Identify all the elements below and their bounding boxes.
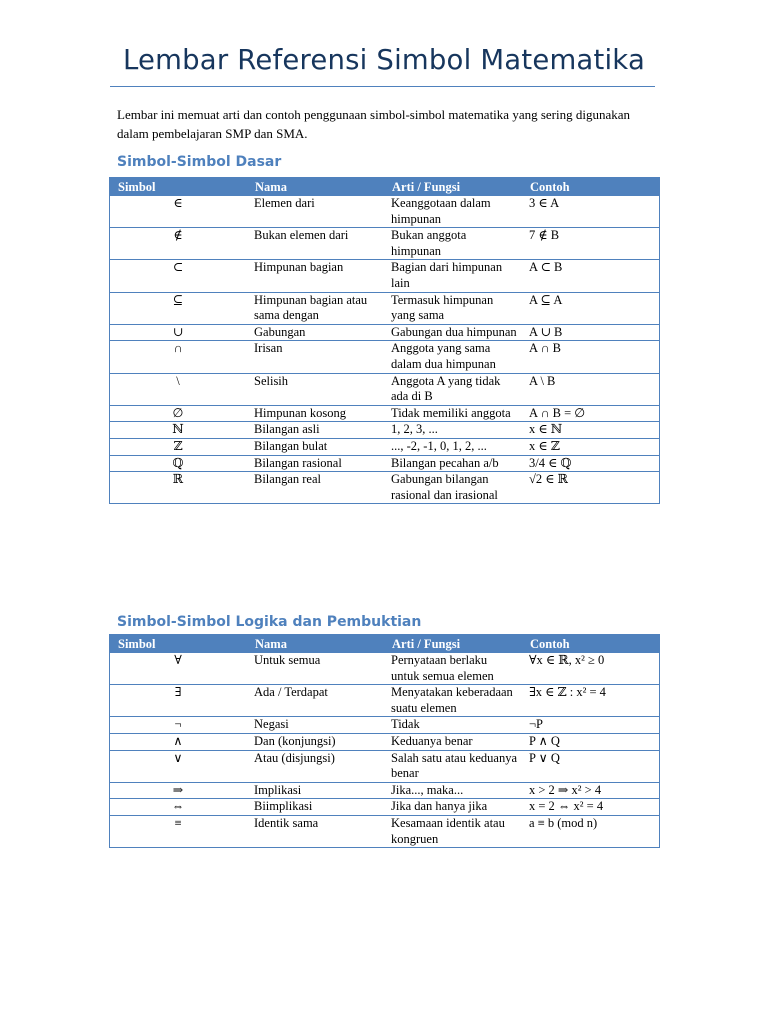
name-cell: Implikasi <box>247 782 384 799</box>
example-cell: A ∩ B = ∅ <box>522 405 660 422</box>
logic-symbols-body <box>110 653 660 848</box>
example-cell: A ∩ B <box>522 341 660 373</box>
example-cell: 3/4 ∈ ℚ <box>522 455 660 472</box>
symbol-cell: ∅ <box>110 405 247 422</box>
column-header-meaning: Arti / Fungsi <box>384 635 522 653</box>
symbol-cell: ≡ <box>110 815 247 847</box>
symbol-cell: ∩ <box>110 341 247 373</box>
example-cell: A ⊆ A <box>522 292 660 324</box>
meaning-cell: 1, 2, 3, ... <box>384 422 522 439</box>
table-row <box>110 685 660 717</box>
name-cell: Identik sama <box>247 815 384 847</box>
meaning-cell: Pernyataan berlaku untuk semua elemen <box>384 653 522 685</box>
name-cell: Negasi <box>247 717 384 734</box>
symbol-cell: ∉ <box>110 228 247 260</box>
column-header-symbol: Simbol <box>110 178 247 196</box>
table-row <box>110 341 660 373</box>
meaning-cell: Bilangan pecahan a/b <box>384 455 522 472</box>
table-row <box>110 228 660 260</box>
symbol-cell: ⇔ <box>110 799 247 816</box>
name-cell: Himpunan kosong <box>247 405 384 422</box>
meaning-cell: Jika..., maka... <box>384 782 522 799</box>
section-heading-basic: Simbol-Simbol Dasar <box>117 154 282 170</box>
meaning-cell: Menyatakan keberadaan suatu elemen <box>384 685 522 717</box>
table-row <box>110 750 660 782</box>
column-header-example: Contoh <box>522 635 660 653</box>
example-cell: 7 ∉ B <box>522 228 660 260</box>
page-title: Lembar Referensi Simbol Matematika <box>122 44 646 76</box>
logic-symbols-table <box>109 634 660 848</box>
table-row <box>110 472 660 504</box>
meaning-cell: Termasuk himpunan yang sama <box>384 292 522 324</box>
example-cell: A ∪ B <box>522 324 660 341</box>
example-cell: ¬P <box>522 717 660 734</box>
name-cell: Selisih <box>247 373 384 405</box>
symbol-cell: ∪ <box>110 324 247 341</box>
table-header-row <box>110 178 660 196</box>
table-header-row <box>110 635 660 653</box>
symbol-cell: ¬ <box>110 717 247 734</box>
example-cell: A ⊂ B <box>522 260 660 292</box>
symbol-cell: ⇒ <box>110 782 247 799</box>
column-header-symbol: Simbol <box>110 635 247 653</box>
column-header-name: Nama <box>247 178 384 196</box>
meaning-cell: Anggota A yang tidak ada di B <box>384 373 522 405</box>
example-cell: A \ B <box>522 373 660 405</box>
meaning-cell: Jika dan hanya jika <box>384 799 522 816</box>
basic-symbols-table <box>109 177 660 504</box>
table-row <box>110 653 660 685</box>
symbol-cell: ∃ <box>110 685 247 717</box>
meaning-cell: Tidak <box>384 717 522 734</box>
symbol-cell: ℚ <box>110 455 247 472</box>
table-row <box>110 799 660 816</box>
table-row <box>110 815 660 847</box>
symbol-cell: ∀ <box>110 653 247 685</box>
name-cell: Bilangan asli <box>247 422 384 439</box>
symbol-cell: ⊆ <box>110 292 247 324</box>
meaning-cell: Keduanya benar <box>384 733 522 750</box>
section-heading-logic: Simbol-Simbol Logika dan Pembuktian <box>117 614 422 630</box>
table-row <box>110 292 660 324</box>
column-header-name: Nama <box>247 635 384 653</box>
table-row <box>110 405 660 422</box>
table-row <box>110 438 660 455</box>
title-divider <box>110 86 655 87</box>
name-cell: Himpunan bagian <box>247 260 384 292</box>
name-cell: Untuk semua <box>247 653 384 685</box>
symbol-cell: ∈ <box>110 196 247 228</box>
meaning-cell: Tidak memiliki anggota <box>384 405 522 422</box>
meaning-cell: Anggota yang sama dalam dua himpunan <box>384 341 522 373</box>
symbol-cell: ∨ <box>110 750 247 782</box>
symbol-cell: \ <box>110 373 247 405</box>
table-row <box>110 733 660 750</box>
table-row <box>110 324 660 341</box>
symbol-cell: ∧ <box>110 733 247 750</box>
example-cell: P ∧ Q <box>522 733 660 750</box>
example-cell: x ∈ ℤ <box>522 438 660 455</box>
table-row <box>110 717 660 734</box>
meaning-cell: Bukan anggota himpunan <box>384 228 522 260</box>
example-cell: x = 2 ⇔ x² = 4 <box>522 799 660 816</box>
table-row <box>110 782 660 799</box>
symbol-cell: ℤ <box>110 438 247 455</box>
meaning-cell: Salah satu atau keduanya benar <box>384 750 522 782</box>
table-row <box>110 373 660 405</box>
example-cell: a ≡ b (mod n) <box>522 815 660 847</box>
name-cell: Irisan <box>247 341 384 373</box>
example-cell: x ∈ ℕ <box>522 422 660 439</box>
meaning-cell: ..., -2, -1, 0, 1, 2, ... <box>384 438 522 455</box>
example-cell: ∃x ∈ ℤ : x² = 4 <box>522 685 660 717</box>
meaning-cell: Kesamaan identik atau kongruen <box>384 815 522 847</box>
example-cell: P ∨ Q <box>522 750 660 782</box>
column-header-example: Contoh <box>522 178 660 196</box>
name-cell: Himpunan bagian atau sama dengan <box>247 292 384 324</box>
name-cell: Ada / Terdapat <box>247 685 384 717</box>
meaning-cell: Gabungan dua himpunan <box>384 324 522 341</box>
name-cell: Bilangan rasional <box>247 455 384 472</box>
symbol-cell: ℝ <box>110 472 247 504</box>
name-cell: Gabungan <box>247 324 384 341</box>
name-cell: Elemen dari <box>247 196 384 228</box>
example-cell: x > 2 ⇒ x² > 4 <box>522 782 660 799</box>
name-cell: Atau (disjungsi) <box>247 750 384 782</box>
intro-paragraph: Lembar ini memuat arti dan contoh penggunaan simbol-simbol matematika yang sering digunakan dalam pembelajaran SMP dan SMA. <box>117 107 631 141</box>
table-row <box>110 455 660 472</box>
table-row <box>110 422 660 439</box>
name-cell: Bukan elemen dari <box>247 228 384 260</box>
name-cell: Biimplikasi <box>247 799 384 816</box>
name-cell: Bilangan bulat <box>247 438 384 455</box>
example-cell: 3 ∈ A <box>522 196 660 228</box>
column-header-meaning: Arti / Fungsi <box>384 178 522 196</box>
basic-symbols-body <box>110 196 660 504</box>
symbol-cell: ⊂ <box>110 260 247 292</box>
name-cell: Bilangan real <box>247 472 384 504</box>
name-cell: Dan (konjungsi) <box>247 733 384 750</box>
meaning-cell: Gabungan bilangan rasional dan irasional <box>384 472 522 504</box>
example-cell: ∀x ∈ ℝ, x² ≥ 0 <box>522 653 660 685</box>
meaning-cell: Keanggotaan dalam himpunan <box>384 196 522 228</box>
symbol-cell: ℕ <box>110 422 247 439</box>
table-row <box>110 260 660 292</box>
example-cell: √2 ∈ ℝ <box>522 472 660 504</box>
table-row <box>110 196 660 228</box>
meaning-cell: Bagian dari himpunan lain <box>384 260 522 292</box>
